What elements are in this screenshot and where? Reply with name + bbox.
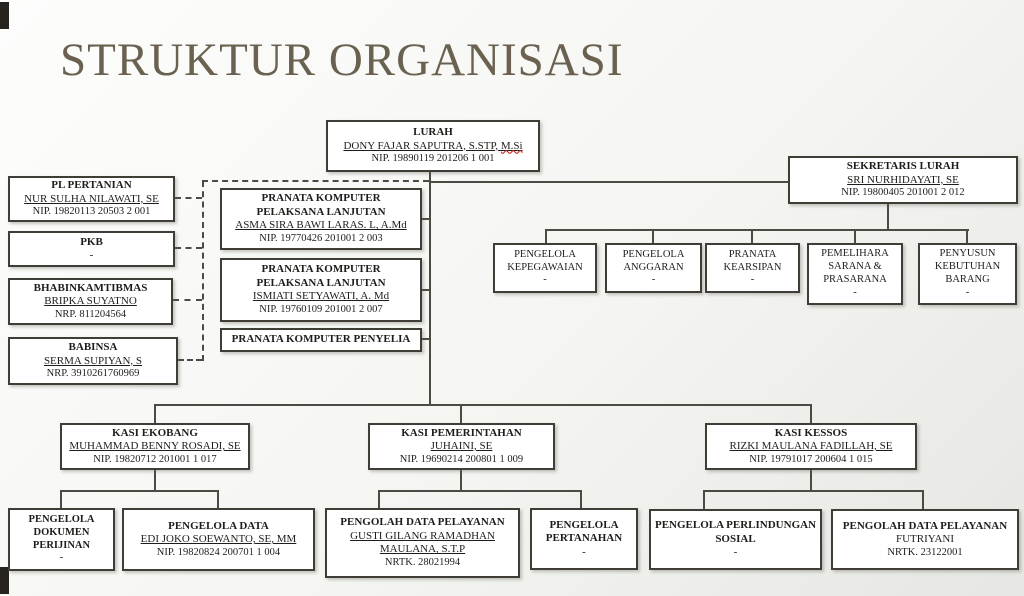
- box-title: PENGELOLA KEPEGAWAIAN: [507, 248, 583, 273]
- connector-line: [751, 229, 753, 243]
- box-title: PENGELOLA DATA: [168, 519, 269, 532]
- org-box-pengelola-pertanahan: [530, 508, 638, 570]
- box-name: EDI JOKO SOEWANTO, SE, MM: [140, 533, 297, 546]
- org-box-penyusun-kebutuhan-barang: [918, 243, 1017, 305]
- box-id: NIP. 19760109 201001 2 007: [259, 303, 383, 315]
- box-id: NIP. 19820824 200701 1 004: [156, 546, 281, 558]
- box-id: NRTK. 28021994: [384, 556, 461, 568]
- org-box-bhabinkamtibmas: [8, 278, 173, 325]
- org-box-kasi-ekobang: [60, 423, 250, 470]
- box-title: LURAH: [413, 126, 453, 139]
- box-id: NIP. 19770426 201001 2 003: [259, 232, 383, 244]
- org-box-pengelola-kepegawaian: [493, 243, 597, 293]
- org-box-pranata-komputer-1: [220, 188, 422, 250]
- box-title: KASI PEMERINTAHAN: [401, 426, 522, 439]
- dashed-connector-line: [175, 247, 202, 249]
- box-title: PENGELOLA PERTANAHAN: [545, 518, 623, 545]
- box-title: PENGELOLA ANGGARAN: [622, 248, 685, 273]
- box-title: BABINSA: [68, 341, 118, 354]
- org-box-kasi-pemerintahan: [368, 423, 555, 470]
- box-sub: -: [651, 274, 656, 286]
- box-id: NRP. 3910261760969: [46, 368, 140, 379]
- box-title: KASI EKOBANG: [112, 426, 198, 439]
- box-name: MUHAMMAD BENNY ROSADI, SE: [69, 440, 241, 453]
- box-title: PENGOLAH DATA PELAYANAN: [842, 519, 1008, 532]
- box-title: PRANATA KOMPUTER: [261, 192, 381, 205]
- connector-line: [60, 490, 219, 492]
- box-title: PEMELIHARA SARANA & PRASARANA: [821, 248, 889, 285]
- box-id: NIP. 19791017 200604 1 015: [749, 453, 873, 465]
- org-box-kasi-kessos: [705, 423, 917, 470]
- connector-line: [652, 229, 654, 243]
- box-title: PENGOLAH DATA PELAYANAN: [340, 516, 505, 529]
- connector-line: [154, 470, 156, 492]
- box-name: ASMA SIRA BAWI LARAS. L, A.Md: [235, 219, 407, 232]
- box-title: PRANATA KOMPUTER PENYELIA: [231, 333, 411, 346]
- connector-line: [810, 470, 812, 492]
- connector-line: [60, 490, 62, 508]
- box-id: NIP. 19800405 201001 2 012: [841, 187, 965, 198]
- slide-corner-accent-bottom: [0, 567, 9, 594]
- box-name: DONY FAJAR SAPUTRA, S.STP, M.Si: [343, 139, 523, 152]
- connector-line: [854, 229, 856, 243]
- box-title: PENGELOLA DOKUMEN PERIJINAN: [28, 513, 95, 551]
- box-title: PRANATA KOMPUTER: [261, 263, 381, 276]
- dashed-connector-line: [202, 181, 204, 361]
- box-id: NIP. 19820712 201001 1 017: [93, 453, 217, 465]
- box-id: NIP. 19890119 201206 1 001: [371, 153, 495, 164]
- connector-line: [154, 404, 156, 423]
- box-sub: -: [543, 274, 547, 286]
- org-box-pengelola-data: [122, 508, 315, 571]
- box-sub: -: [750, 274, 755, 286]
- box-sub: -: [965, 286, 970, 298]
- dashed-connector-line: [175, 197, 202, 199]
- box-name-2: MAULANA, S.T.P: [379, 543, 466, 556]
- box-title-2: PELAKSANA LANJUTAN: [256, 205, 386, 218]
- dashed-connector-line: [173, 299, 202, 301]
- box-sub: -: [582, 545, 586, 558]
- connector-line: [922, 490, 924, 509]
- box-title: KASI KESSOS: [774, 426, 848, 439]
- box-id: NRP. 811204564: [54, 308, 127, 320]
- connector-line: [378, 490, 582, 492]
- org-box-pengelola-anggaran: [605, 243, 702, 293]
- connector-line: [460, 470, 462, 492]
- org-box-lurah: [326, 120, 540, 172]
- box-name: GUSTI GILANG RAMADHAN: [350, 529, 495, 542]
- box-title: SEKRETARIS LURAH: [846, 160, 960, 173]
- dashed-connector-line: [178, 359, 202, 361]
- box-id: NIP. 19820113 20503 2 001: [32, 206, 151, 218]
- org-box-pranata-kearsipan: [705, 243, 800, 293]
- connector-line: [545, 229, 969, 231]
- connector-line: [378, 490, 380, 508]
- connector-line: [580, 490, 582, 508]
- org-box-pengelola-dokumen-perijinan: [8, 508, 115, 571]
- org-box-pengelola-perlindungan-sosial: [649, 509, 822, 570]
- connector-line: [421, 289, 430, 291]
- box-name: RIZKI MAULANA FADILLAH, SE: [729, 440, 893, 453]
- connector-line: [421, 338, 430, 340]
- org-box-pl-pertanian: [8, 176, 175, 222]
- box-sub: FUTRIYANI: [895, 533, 955, 546]
- connector-line: [703, 490, 924, 492]
- box-title-2: PELAKSANA LANJUTAN: [256, 276, 386, 289]
- box-id: NRTK. 23122001: [887, 546, 963, 558]
- org-box-pranata-komputer-2: [220, 258, 422, 322]
- box-title: PRANATA KEARSIPAN: [723, 248, 782, 273]
- org-box-pengolah-data-pelayanan-pemerintahan: [325, 508, 520, 578]
- connector-line: [966, 229, 968, 243]
- box-name: SRI NURHIDAYATI, SE: [847, 173, 959, 186]
- box-title: PENGELOLA PERLINDUNGAN SOSIAL: [654, 519, 817, 545]
- box-name: JUHAINI, SE: [430, 440, 493, 453]
- box-name: ISMIATI SETYAWATI, A. Md: [252, 290, 390, 303]
- box-name: SERMA SUPIYAN, S: [43, 354, 143, 367]
- org-box-pemelihara-sarana: [807, 243, 903, 305]
- box-sub: -: [853, 286, 857, 298]
- org-box-babinsa: [8, 337, 178, 385]
- connector-line: [545, 229, 547, 243]
- org-box-sekretaris-lurah: [788, 156, 1018, 204]
- connector-line: [703, 490, 705, 509]
- org-box-pengolah-data-pelayanan-kessos: [831, 509, 1019, 570]
- box-id: NIP. 19690214 200801 1 009: [399, 453, 524, 465]
- dashed-connector-line: [202, 180, 429, 182]
- connector-line: [460, 404, 462, 423]
- box-name: BRIPKA SUYATNO: [44, 295, 137, 308]
- box-name: NUR SULHA NILAWATI, SE: [24, 192, 159, 205]
- org-box-pkb: [8, 231, 175, 267]
- box-title: BHABINKAMTIBMAS: [33, 281, 148, 294]
- connector-line: [154, 404, 812, 406]
- box-title: PL PERTANIAN: [51, 179, 132, 192]
- org-box-pranata-komputer-penyelia: [220, 328, 422, 352]
- box-sub: -: [59, 552, 64, 564]
- slide-corner-accent-top: [0, 2, 9, 29]
- box-title: PENYUSUN KEBUTUHAN BARANG: [934, 248, 1001, 285]
- page-title: STRUKTUR ORGANISASI: [60, 34, 624, 87]
- connector-line: [810, 404, 812, 423]
- connector-line: [429, 181, 789, 183]
- box-title: PKB: [80, 235, 103, 248]
- box-sub: -: [733, 546, 738, 559]
- box-sub: -: [89, 249, 94, 261]
- connector-line: [887, 204, 889, 231]
- connector-line: [217, 490, 219, 508]
- connector-line: [421, 218, 430, 220]
